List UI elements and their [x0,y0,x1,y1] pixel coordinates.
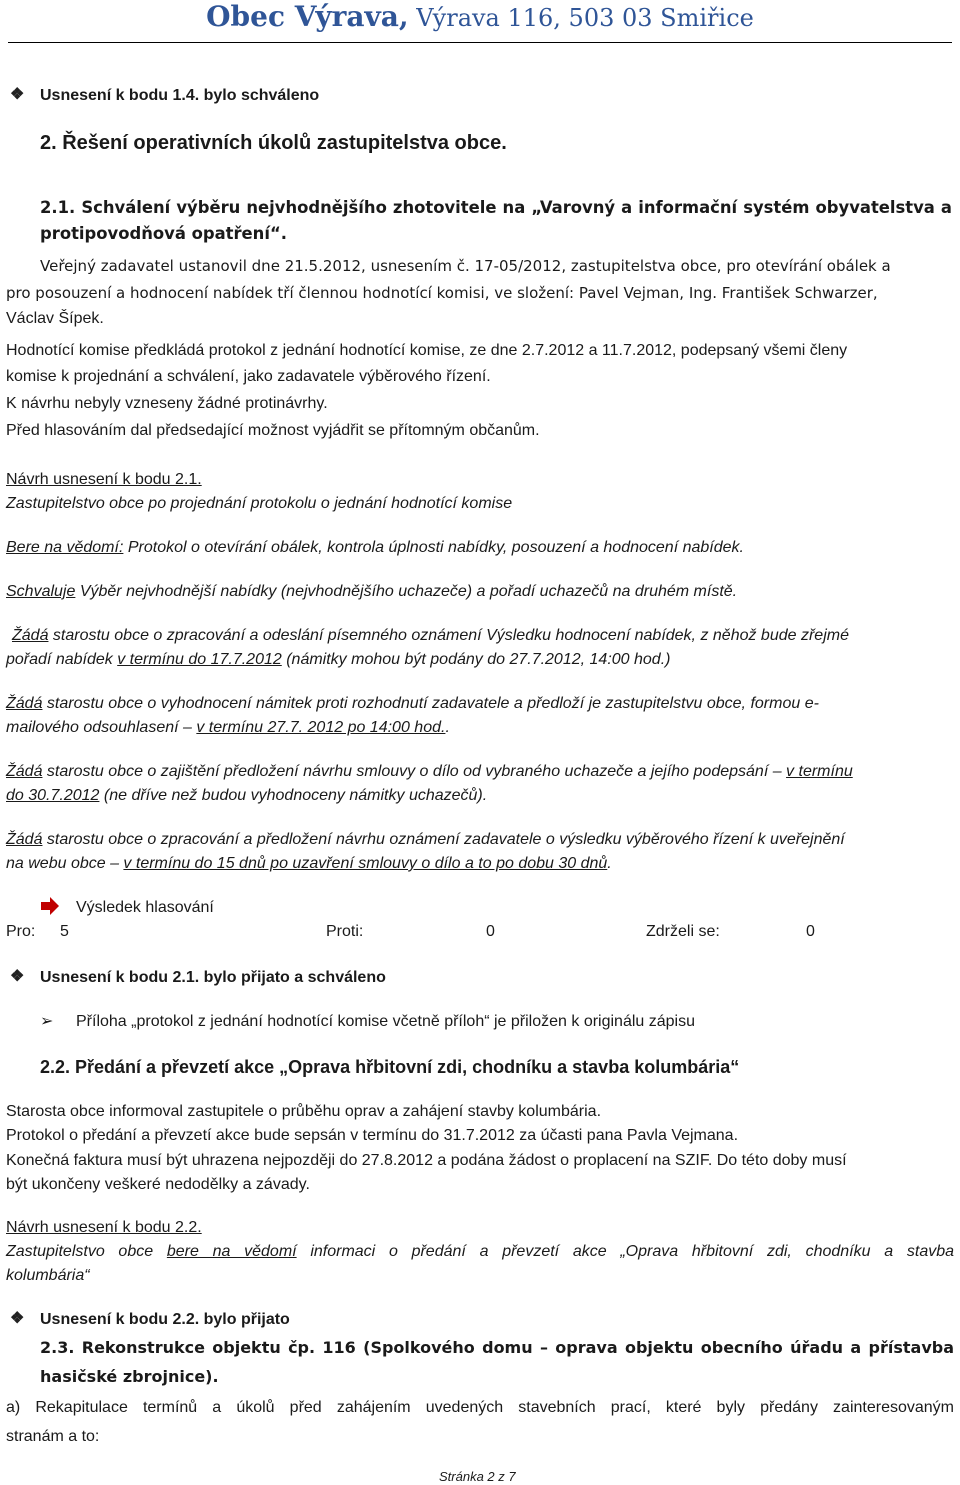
para-no-objections: K návrhu nebyly vzneseny žádné protinávrhy. [6,395,328,412]
section-2-1-title-line2: protipovodňová opatření“. [40,224,287,243]
proposal-2-1-intro: Zastupitelstvo obce po projednání protokolu o jednání hodnotící komise [6,495,513,512]
request-2-label: Žádá [6,695,43,712]
request-4-line2 [6,852,612,876]
para-committee-line2: pro posouzení a hodnocení nabídek tří člennou hodnotící komisi, ve složení: Pavel Vejman, Ing. František Schwarzer, [6,284,878,302]
proposal-2-2-text-b: informaci o předání a převzetí akce „Oprava hřbitovní zdi, chodníku a stavba [296,1243,955,1260]
vote-title: Výsledek hlasování [76,899,214,916]
vote-against-label: Proti: [326,923,364,940]
section-2-3-title-line2: hasičské zbrojnice). [40,1367,219,1386]
request-2-deadline: v termínu 27.7. 2012 po 14:00 hod. [196,719,446,736]
request-3-line1 [6,760,853,784]
letterhead-org: Obec Výrava, [206,0,409,33]
request-4-text-a: na webu obce – [6,855,124,872]
request-1-text-a: pořadí nabídek [6,651,118,668]
para-before-vote: Před hlasováním dal předsedající možnost vyjádřit se přítomným občanům. [6,422,540,439]
request-2-text-b: . [445,719,450,736]
section-2-1-title-line1: 2.1. Schválení výběru nejvhodnějšího zhotovitele na „Varovný a informační systém obyvatelstva a [40,198,952,217]
arrow-right-icon [40,897,60,920]
attachment-note: Příloha „protokol z jednání hodnotící komise včetně příloh“ je přiložen k originálu zápisu [76,1013,695,1030]
request-4-text: starostu obce o zpracování a předložení návrhu oznámení zadavatele o výsledku výběrového řízení k uveřejnění [42,831,845,848]
request-2-line2 [6,716,450,740]
request-1-line1 [12,624,849,648]
request-3-label: Žádá [6,763,43,780]
request-2-text-a: mailového odsouhlasení – [6,719,197,736]
request-3-deadline-a: v termínu [786,763,853,780]
request-3-line2 [6,784,487,808]
checkmark-bullet-icon: ❖ [10,1310,25,1327]
approves-line [6,580,737,604]
vote-for-label: Pro: [6,923,36,940]
request-2-line1 [6,692,819,716]
vote-abstain-label: Zdrželi se: [646,923,720,940]
arrowhead-bullet-icon: ➢ [40,1013,54,1030]
checkmark-bullet-icon: ❖ [10,86,25,103]
request-1-line2 [6,648,670,672]
section-2-2-title: 2.2. Předání a převzetí akce „Oprava hřbitovní zdi, chodníku a stavba kolumbária“ [40,1057,740,1077]
request-3-deadline-b: do 30.7.2012 [6,787,100,804]
request-3-text: starostu obce o zajištění předložení návrhu smlouvy o dílo od vybraného uchazeče a jejího podepsání – [42,763,787,780]
page-number: Stránka 2 z 7 [439,1469,516,1484]
para-2-3-a-line2: stranám a to: [6,1428,100,1445]
request-1-deadline: v termínu do 17.7.2012 [117,651,282,668]
request-4-line1 [6,828,845,852]
para-2-2-line3: Konečná faktura musí být uhrazena nejpozději do 27.8.2012 a podána žádost o proplacení na SZIF. Do této doby musí [6,1152,847,1169]
approves-label: Schvaluje [6,583,76,600]
proposal-2-2-noted: bere na vědomí [166,1243,297,1260]
para-2-2-line2: Protokol o předání a převzetí akce bude sepsán v termínu do 31.7.2012 za účasti pana Pavla Vejmana. [6,1127,739,1144]
checkmark-bullet-icon: ❖ [10,968,25,985]
resolution-2-2: Usnesení k bodu 2.2. bylo přijato [40,1311,290,1328]
noted-text: Protokol o otevírání obálek, kontrola úplnosti nabídky, posouzení a hodnocení nabídek. [123,539,744,556]
para-committee-line1: Veřejný zadavatel ustanovil dne 21.5.2012, usnesením č. 17-05/2012, zastupitelstva obce, pro otevírání obálek a [40,257,891,275]
resolution-1-4: Usnesení k bodu 1.4. bylo schváleno [40,87,320,104]
request-1-text-b: (námitky mohou být podány do 27.7.2012, 14:00 hod.) [281,651,671,668]
header-rule [8,42,952,43]
request-4-text-b: . [607,855,612,872]
request-4-label: Žádá [6,831,43,848]
proposal-2-1-label: Návrh usnesení k bodu 2.1. [6,471,202,488]
section-2-3-title-line1: 2.3. Rekonstrukce objektu čp. 116 (Spolkového domu – oprava objektu obecního úřadu a přístavba [40,1338,954,1357]
noted-line [6,536,744,560]
proposal-2-2-label: Návrh usnesení k bodu 2.2. [6,1219,202,1236]
para-protocol-line2: komise k projednání a schválení, jako zadavatele výběrového řízení. [6,368,491,385]
noted-label: Bere na vědomí: [6,539,124,556]
para-2-2-line1: Starosta obce informoval zastupitele o průběhu oprav a zahájení stavby kolumbária. [6,1103,602,1120]
request-1-text: starostu obce o zpracování a odeslání písemného oznámení Výsledku hodnocení nabídek, z něhož bude zřejmé [48,627,849,644]
resolution-2-1: Usnesení k bodu 2.1. bylo přijato a schváleno [40,969,386,986]
para-protocol-line1: Hodnotící komise předkládá protokol z jednání hodnotící komise, ze dne 2.7.2012 a 11.7.2012, podepsaný všemi členy [6,342,848,359]
letterhead [0,0,960,35]
proposal-2-2-line1 [6,1240,954,1264]
proposal-2-2-text-a: Zastupitelstvo obce [6,1243,167,1260]
para-2-2-line4: být ukončeny veškeré nedodělky a závady. [6,1176,310,1193]
vote-abstain-count: 0 [806,923,815,940]
para-committee-line3: Václav Šípek. [6,310,104,327]
proposal-2-2-line2: kolumbária“ [6,1267,90,1284]
section-2-title: 2. Řešení operativních úkolů zastupitelstva obce. [40,132,507,154]
letterhead-address: Výrava 116, 503 03 Smiřice [416,4,754,32]
approves-text: Výběr nejvhodnější nabídky (nejvhodnějšího uchazeče) a pořadí uchazečů na druhém místě. [75,583,738,600]
vote-for-count: 5 [60,923,69,940]
request-3-text-b: (ne dříve než budou vyhodnoceny námitky uchazečů). [99,787,488,804]
request-1-label: Žádá [12,627,49,644]
request-4-deadline: v termínu do 15 dnů po uzavření smlouvy o dílo a to po dobu 30 dnů [123,855,608,872]
request-2-text: starostu obce o vyhodnocení námitek proti rozhodnutí zadavatele a předloží je zastupitelstvu obce, formou e- [42,695,819,712]
vote-against-count: 0 [486,923,495,940]
para-2-3-a-line1: a) Rekapitulace termínů a úkolů před zahájením uvedených stavebních prací, které byly předány zainteresovaným [6,1399,954,1416]
